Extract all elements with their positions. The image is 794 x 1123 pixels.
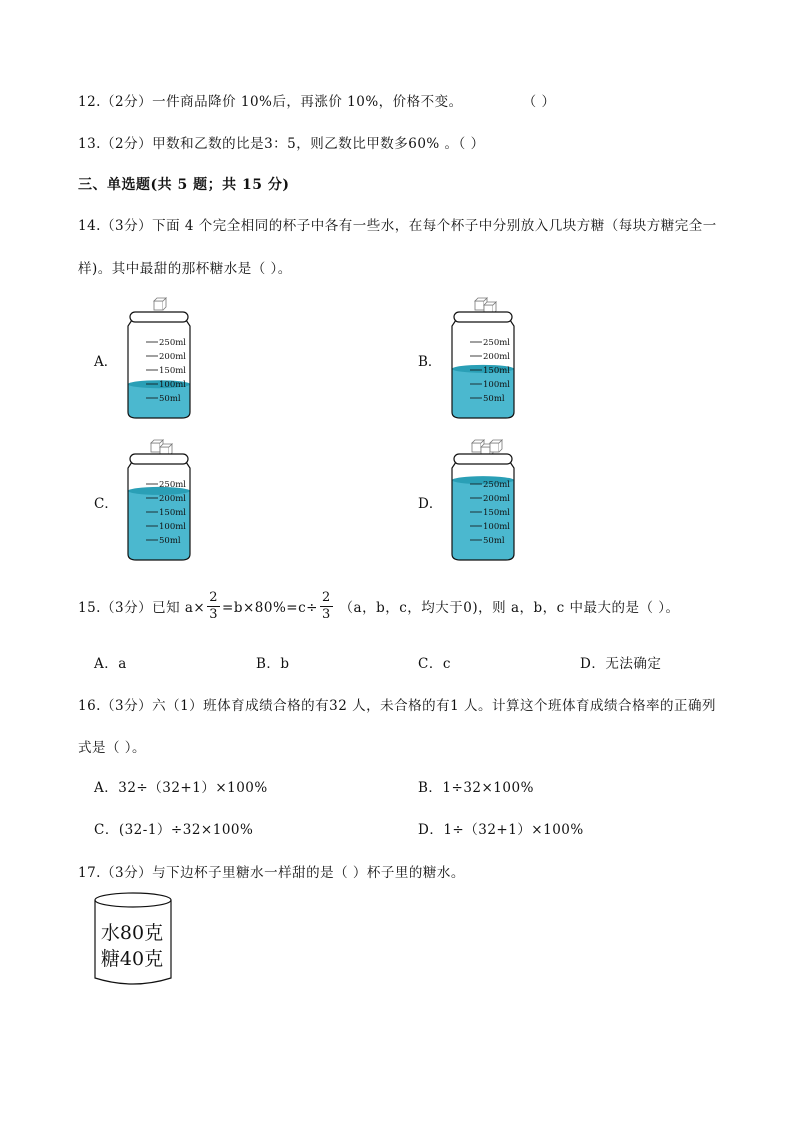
q12-text: 一件商品降价 10%后，再涨价 10%，价格不变。 [152, 94, 463, 110]
q15-mid: =b×80%=c÷ [222, 600, 318, 616]
measuring-jar-icon [118, 438, 228, 568]
question-15 [78, 592, 680, 625]
q14-number: 14. [78, 218, 101, 234]
scale-label: 200ml [483, 352, 511, 362]
scale-label: 200ml [483, 494, 511, 504]
q14-text-line1: 下面 4 个完全相同的杯子中各有一些水，在每个杯子中分别放入几块方糖（每块方糖完全一 [152, 218, 717, 234]
q16-score: （3分） [100, 698, 153, 714]
q15-number: 15. [78, 600, 101, 616]
measuring-jar-icon [442, 296, 552, 426]
scale-label: 250ml [159, 480, 187, 490]
q16-option-d[interactable]: D．1÷（32+1）×100% [418, 822, 584, 838]
scale-label: 250ml [483, 480, 511, 490]
scale-label: 50ml [159, 394, 181, 404]
q17-text: 与下边杯子里糖水一样甜的是（ ）杯子里的糖水。 [152, 865, 465, 881]
q15-option-c[interactable]: C．c [418, 656, 451, 672]
jar-option-letter[interactable]: D． [418, 496, 443, 512]
scale-label: 150ml [483, 366, 511, 376]
measuring-jar-icon [442, 438, 552, 568]
scale-label: 200ml [159, 352, 187, 362]
scale-label: 100ml [483, 380, 511, 390]
sugar-water-cup [92, 890, 174, 994]
sugar-cube-icon [490, 440, 502, 452]
scale-label: 150ml [159, 366, 187, 376]
q15-option-b[interactable]: B．b [256, 656, 290, 672]
q12-number: 12. [78, 94, 101, 110]
q16-option-c[interactable]: C．(32-1）÷32×100% [94, 822, 254, 838]
q15-score: （3分） [100, 600, 153, 616]
scale-label: 50ml [483, 536, 505, 546]
scale-label: 50ml [159, 536, 181, 546]
q17-score: （3分） [100, 865, 153, 881]
question-16-line2: 式是（ ）。 [78, 740, 147, 756]
q13-number: 13. [78, 136, 101, 152]
q13-score: （2分） [100, 136, 153, 152]
q16-option-a[interactable]: A．32÷（32+1）×100% [94, 780, 268, 796]
scale-label: 150ml [483, 508, 511, 518]
scale-label: 250ml [483, 338, 511, 348]
question-12 [78, 90, 555, 110]
jar-option-letter[interactable]: C． [94, 496, 118, 512]
fraction-two-thirds-2: $\frac{2}{3}$ [321, 590, 331, 622]
scale-label: 250ml [159, 338, 187, 348]
q14-score: （3分） [100, 218, 153, 234]
q15-option-d[interactable]: D．无法确定 [580, 656, 662, 672]
cup-sugar-label: 糖40克 [100, 948, 164, 970]
question-16-line1 [78, 694, 716, 714]
q15-option-a[interactable]: A．a [94, 656, 127, 672]
scale-label: 100ml [159, 522, 187, 532]
scale-label: 200ml [159, 494, 187, 504]
scale-label: 100ml [483, 522, 511, 532]
question-14-line1 [78, 214, 717, 234]
q16-number: 16. [78, 698, 101, 714]
scale-label: 100ml [159, 380, 187, 390]
q15-pre: 已知 a× [152, 600, 206, 616]
question-13 [78, 132, 485, 152]
question-14-line2: 样)。其中最甜的那杯糖水是（ ）。 [78, 261, 292, 277]
q13-text: 甲数和乙数的比是3：5，则乙数比甲数多60% 。（ ） [152, 136, 485, 152]
q16-text-line1: 六（1）班体育成绩合格的有32 人，未合格的有1 人。计算这个班体育成绩合格率的正确列 [152, 698, 717, 714]
q17-number: 17. [78, 865, 101, 881]
q12-score: （2分） [100, 94, 153, 110]
section-3-title: 三、单选题(共 5 题；共 15 分) [78, 177, 290, 193]
scale-label: 50ml [483, 394, 505, 404]
measuring-jar-icon [118, 296, 228, 426]
q16-option-b[interactable]: B．1÷32×100% [418, 780, 534, 796]
q12-blank: （ ） [522, 94, 556, 110]
jar-option-letter[interactable]: A． [94, 354, 118, 370]
sugar-cube-icon [154, 298, 166, 310]
question-17 [78, 861, 465, 881]
jar-option-letter[interactable]: B． [418, 354, 442, 370]
fraction-two-thirds: $\frac{2}{3}$ [209, 590, 219, 622]
scale-label: 150ml [159, 508, 187, 518]
water-fill [452, 480, 514, 560]
cup-water-label: 水80克 [100, 922, 164, 944]
q15-post: （a，b，c，均大于0)，则 a，b，c 中最大的是（ ）。 [334, 600, 680, 616]
